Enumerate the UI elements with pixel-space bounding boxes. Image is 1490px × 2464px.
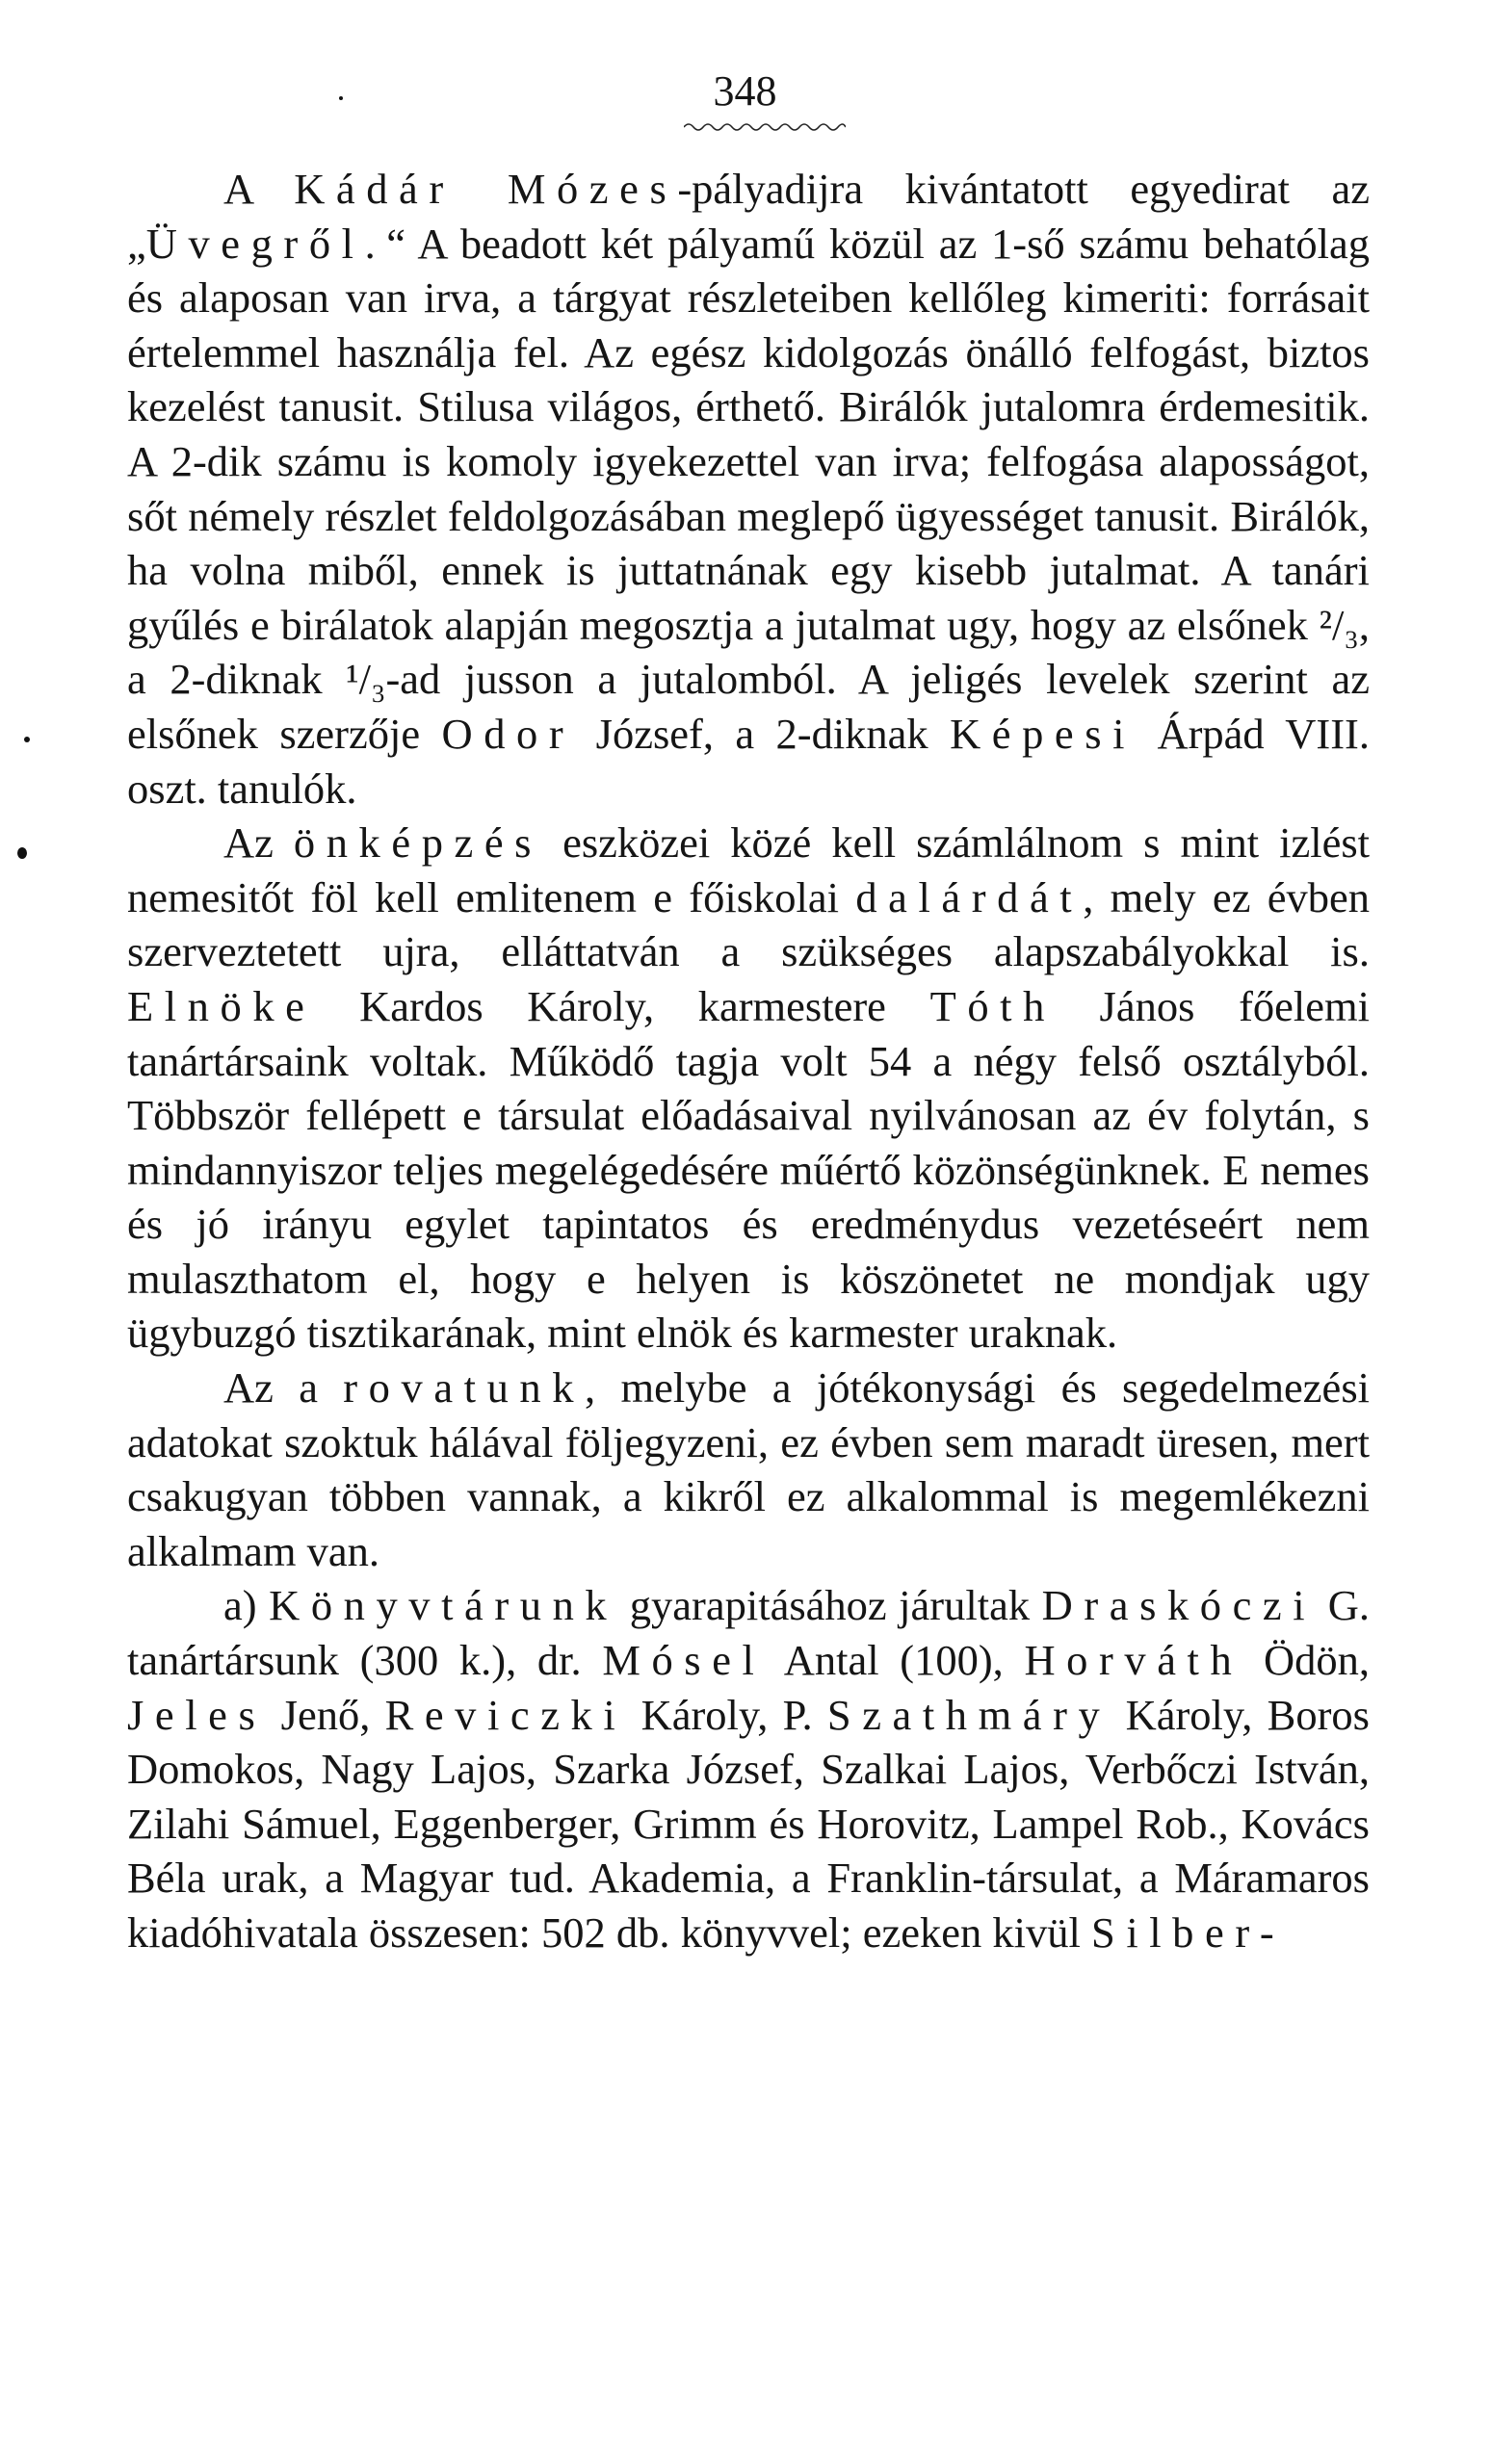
text-run: Antal (100), bbox=[765, 1636, 1025, 1685]
page-number-underline bbox=[684, 121, 846, 133]
spaced-name: Tóth bbox=[929, 981, 1056, 1030]
spaced-name: Szathmáry bbox=[826, 1690, 1111, 1739]
text-run: gyarapitásához járultak bbox=[617, 1581, 1042, 1630]
paragraph-charity-column bbox=[127, 1361, 1370, 1578]
text-run: Károly, Boros Domokos, Nagy Lajos, Szarka József, Szalkai Lajos, Verbőczi István, Zilahi Sámuel, Eggenberger, Grimm és Horovitz, Lampel Rob., Kovács Béla urak, a Magyar tud. Akademia, a Franklin-társulat, a Máramaros kiadóhivatala összesen: 502 db. könyvvel; ezeken kivül bbox=[127, 1690, 1370, 1957]
print-speck bbox=[17, 847, 27, 859]
paragraph-prize-essay bbox=[127, 162, 1370, 816]
text-run: Károly, P. bbox=[626, 1690, 827, 1739]
spaced-name: Kádár Mózes bbox=[294, 165, 678, 213]
print-speck bbox=[339, 96, 343, 100]
text-run: G. tanártársunk (300 k.), dr. bbox=[127, 1581, 1370, 1685]
paragraph-self-education bbox=[127, 816, 1370, 1361]
text-run: János főelemi tanártársaink voltak. Működő tagja volt 54 a négy felső osztályból. Többször fellépett e társulat előadásaival nyilvánosan az év folytán, s mindannyiszor teljes megelégedésére műértő közönségünknek. E nemes és jó irányu egylet tapintatos és eredménydus vezetéseért nem mulaszthatom el, hogy e helyen is köszönetet ne mondjak ugy ügybuzgó tisztikarának, mint elnök és karmester uraknak. bbox=[127, 981, 1370, 1358]
text-run: József, a 2-diknak bbox=[574, 709, 951, 758]
text-run: a) bbox=[223, 1581, 270, 1630]
text-run: Kardos Károly, karmestere bbox=[315, 981, 930, 1030]
text-run: Jenő, bbox=[266, 1690, 385, 1739]
spaced-name: Reviczki bbox=[384, 1690, 627, 1739]
text-run: “ A beadott két pályamű közül az 1-ső számu behatólag és alaposan van irva, a tárgyat részleteiben kellőleg kimeriti: forrásait értelemmel használja fel. Az egész kidolgozás önálló felfogást, biztos kezelést tanusit. Stilusa világos, érthető. Birálók jutalomra érdemesitik. A 2-dik számu is komoly igyekezettel van irva; felfogása alaposságot, sőt némely részlet feldolgozásában meglepő ügyességet tanusit. Birálók, ha volna miből, ennek is juttatnának egy kisebb jutalmat. A tanári gyűlés e birálatok alapján megosztja a jutalmat ugy, hogy az elsőnek ²/₃, a 2-diknak ¹/₃-ad jusson a jutalomból. A jeligés levelek szerint az elsőnek szerzője bbox=[127, 219, 1370, 758]
spaced-name: Elnöke bbox=[127, 981, 316, 1030]
spaced-name: Mósel bbox=[602, 1636, 766, 1685]
text-run: , mely ez évben szerveztetett ujra, elláttatván a szükséges alapszabályokkal is. bbox=[127, 872, 1370, 976]
text-run: Ödön, bbox=[1242, 1636, 1370, 1685]
text-run: -pályadijra kivántatott egyedirat az „ bbox=[127, 165, 1370, 268]
spaced-name: önképzés bbox=[293, 818, 543, 868]
spaced-name: Képesi bbox=[950, 709, 1137, 758]
spaced-name: Horváth bbox=[1024, 1636, 1243, 1685]
spaced-name: rovatunk bbox=[343, 1363, 586, 1413]
print-speck bbox=[24, 737, 30, 742]
spaced-name: Könyvtárunk bbox=[269, 1581, 618, 1630]
spaced-name: Üvegről. bbox=[145, 219, 387, 268]
paragraph-library-donors bbox=[127, 1578, 1370, 1959]
spaced-name: dalárdát bbox=[855, 872, 1084, 921]
text-run: A bbox=[223, 165, 295, 213]
text-run: Az bbox=[223, 818, 294, 868]
spaced-name: Odor bbox=[441, 709, 575, 758]
spaced-name: Jeles bbox=[127, 1690, 267, 1739]
page-body bbox=[127, 162, 1370, 1960]
spaced-name: Silber- bbox=[1091, 1908, 1286, 1957]
spaced-name: Draskóczi bbox=[1041, 1581, 1317, 1630]
page-number: 348 bbox=[713, 67, 777, 115]
text-run: , melybe a jótékonysági és segedelmezési adatokat szoktuk hálával följegyzeni, ez évben sem maradt üresen, mert csakugyan többen vannak, a kikről ez alkalommal is megemlékezni alkalmam van. bbox=[127, 1363, 1370, 1575]
text-run: Az a bbox=[223, 1363, 344, 1413]
text-run: eszközei közé kell számlálnom s mint izlést nemesitőt föl kell emlitenem e főiskolai bbox=[127, 818, 1371, 921]
text-run: Árpád VIII. oszt. tanulók. bbox=[127, 709, 1370, 813]
